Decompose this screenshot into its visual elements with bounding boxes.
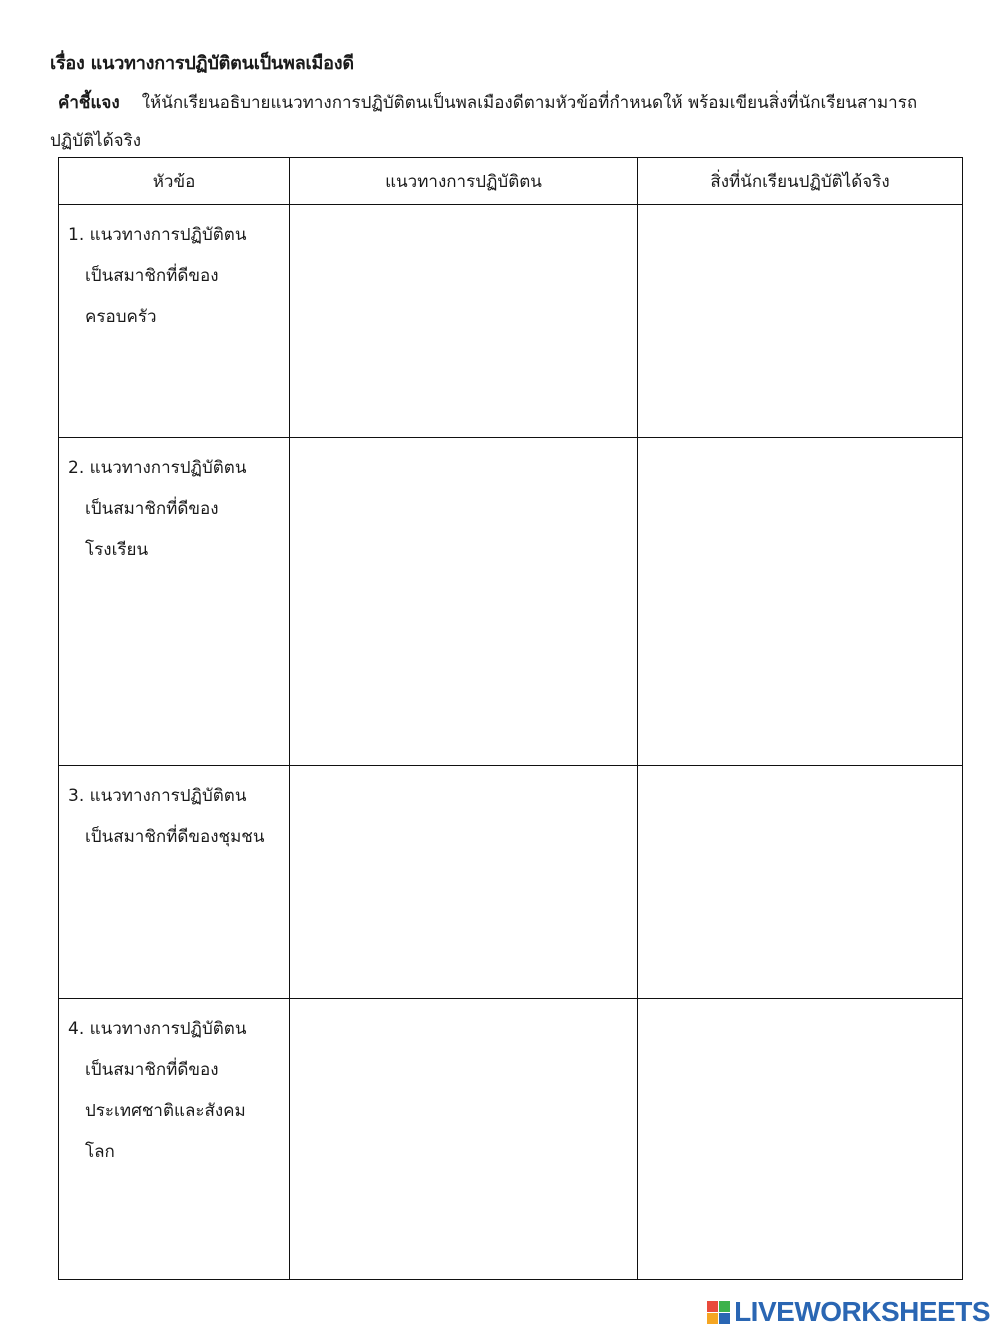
actual-answer-cell[interactable] <box>638 999 963 1280</box>
table-row <box>59 999 963 1280</box>
practice-answer-cell[interactable] <box>290 999 638 1280</box>
header-topic: หัวข้อ <box>59 158 290 205</box>
topic-line: 2. แนวทางการปฏิบัติตน <box>68 458 247 478</box>
header-practice: แนวทางการปฏิบัติตน <box>290 158 638 205</box>
actual-answer-cell[interactable] <box>638 438 963 766</box>
topic-line: ประเทศชาติและสังคม <box>85 1101 246 1121</box>
topic-line: ครอบครัว <box>85 307 157 327</box>
topic-line: เป็นสมาชิกที่ดีของชุมชน <box>85 827 265 847</box>
table-row <box>59 205 963 438</box>
logo-block <box>707 1301 718 1312</box>
logo-block <box>719 1313 730 1324</box>
instructions-label: คำชี้แจง <box>58 93 120 113</box>
topic-cell <box>59 205 290 438</box>
instructions-text: ให้นักเรียนอธิบายแนวทางการปฏิบัติตนเป็นพลเมืองดีตามหัวข้อที่กำหนดให้ พร้อมเขียนสิ่งที่นักเรียนสามารถปฏิบัติได้จริง <box>50 93 918 151</box>
header-row <box>59 158 963 205</box>
instructions <box>50 84 950 160</box>
topic-cell <box>59 766 290 999</box>
logo-text: LIVEWORKSHEETS <box>734 1296 990 1327</box>
actual-answer-cell[interactable] <box>638 766 963 999</box>
table-row <box>59 438 963 766</box>
topic-line: เป็นสมาชิกที่ดีของ <box>85 1060 219 1080</box>
topic-line: 4. แนวทางการปฏิบัติตน <box>68 1019 247 1039</box>
topic-line: โรงเรียน <box>85 540 149 560</box>
logo-blocks-icon <box>707 1301 730 1324</box>
table-row <box>59 766 963 999</box>
topic-line: เป็นสมาชิกที่ดีของ <box>85 499 219 519</box>
topic-cell <box>59 438 290 766</box>
topic-line: เป็นสมาชิกที่ดีของ <box>85 266 219 286</box>
page-title: เรื่อง แนวทางการปฏิบัติตนเป็นพลเมืองดี <box>50 53 354 74</box>
practice-answer-cell[interactable] <box>290 766 638 999</box>
topic-line: โลก <box>85 1142 115 1162</box>
practice-answer-cell[interactable] <box>290 438 638 766</box>
practice-answer-cell[interactable] <box>290 205 638 438</box>
topic-line: 3. แนวทางการปฏิบัติตน <box>68 786 247 806</box>
liveworksheets-logo <box>707 1296 990 1328</box>
topic-cell <box>59 999 290 1280</box>
topic-line: 1. แนวทางการปฏิบัติตน <box>68 225 247 245</box>
header-actual: สิ่งที่นักเรียนปฏิบัติได้จริง <box>638 158 963 205</box>
logo-block <box>719 1301 730 1312</box>
actual-answer-cell[interactable] <box>638 205 963 438</box>
logo-block <box>707 1313 718 1324</box>
worksheet-table <box>58 157 963 1280</box>
